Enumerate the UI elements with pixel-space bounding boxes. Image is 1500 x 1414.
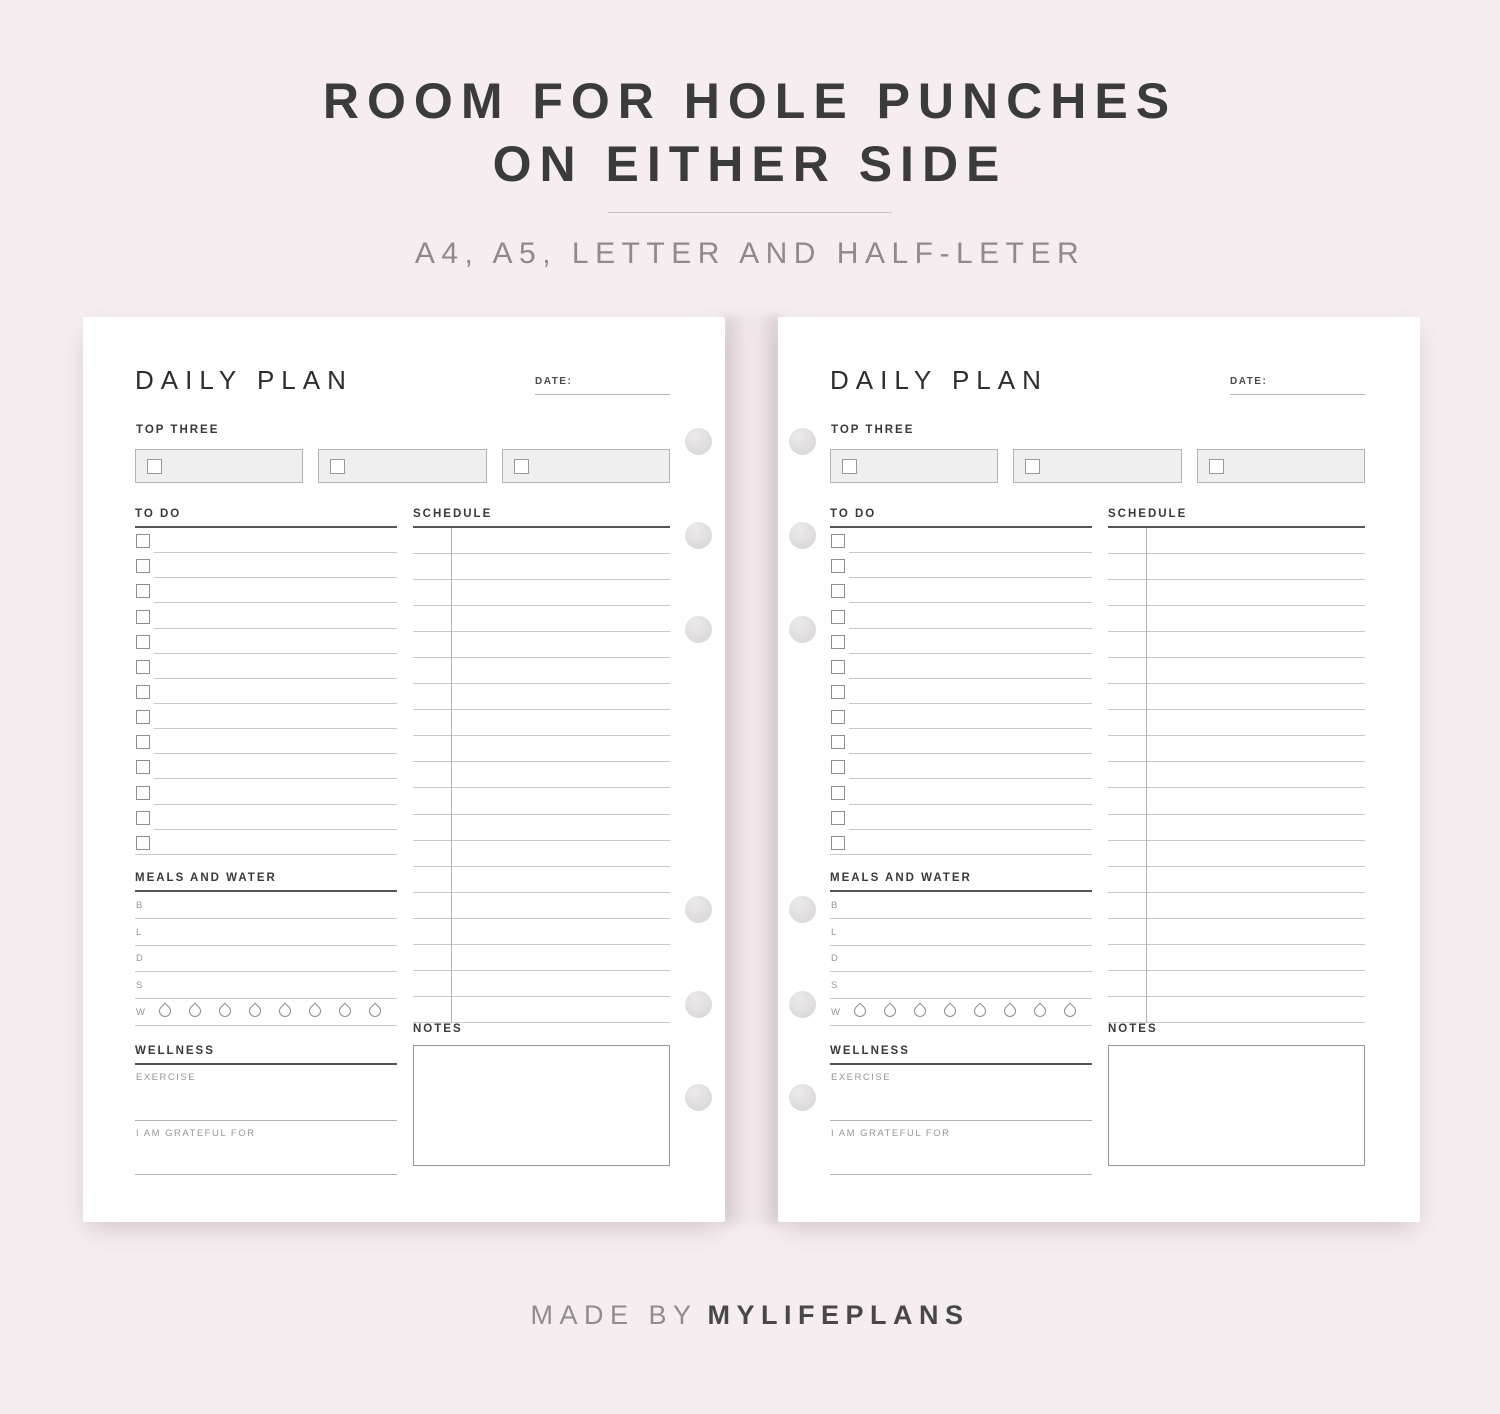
hole-punch [789, 991, 816, 1018]
todo-checkbox [831, 836, 845, 850]
meal-row-l [830, 919, 1092, 946]
wellness-header: WELLNESS [135, 1045, 397, 1065]
todo-section [135, 508, 397, 855]
top-three-label: TOP THREE [831, 424, 915, 436]
meal-row-s [135, 972, 397, 999]
todo-row [135, 779, 397, 804]
hole-punch [789, 428, 816, 455]
meal-label-d: D [136, 953, 145, 965]
notes-section [1108, 1023, 1365, 1166]
meal-row-d [830, 946, 1092, 973]
water-droplets [854, 999, 1076, 1025]
todo-row [830, 729, 1092, 754]
schedule-rows [1108, 528, 1365, 1023]
water-droplet-icon [217, 1003, 234, 1020]
water-droplet-icon [882, 1003, 899, 1020]
todo-row [135, 830, 397, 855]
hole-punch [789, 896, 816, 923]
hole-punch [685, 616, 712, 643]
meals-section [135, 872, 397, 1026]
todo-write-line [830, 854, 1092, 855]
todo-row [830, 654, 1092, 679]
meals-header: MEALS AND WATER [135, 872, 397, 892]
todo-checkbox [136, 584, 150, 598]
footer-made-by: MADE BY [530, 1300, 698, 1330]
water-droplet-icon [247, 1003, 264, 1020]
divider [608, 212, 892, 213]
todo-row [830, 679, 1092, 704]
todo-row [830, 779, 1092, 804]
water-droplet-icon [1032, 1003, 1049, 1020]
planner-title: DAILY PLAN [830, 365, 1048, 395]
todo-row [135, 528, 397, 553]
hole-punch [685, 522, 712, 549]
meal-rows [135, 892, 397, 1026]
exercise-label: EXERCISE [831, 1072, 892, 1083]
todo-row [135, 654, 397, 679]
hole-punch [685, 896, 712, 923]
meal-label-b: B [831, 899, 839, 911]
notes-header: NOTES [413, 1023, 463, 1035]
todo-row [830, 754, 1092, 779]
top-three-label: TOP THREE [136, 424, 220, 436]
todo-checkbox [136, 786, 150, 800]
water-droplet-icon [307, 1003, 324, 1020]
todo-checkbox [831, 660, 845, 674]
meal-row-b [135, 892, 397, 919]
todo-checkbox [831, 710, 845, 724]
todo-checkbox [831, 534, 845, 548]
todo-row [135, 603, 397, 628]
top-three-checkbox [1025, 459, 1040, 474]
top-three-box [502, 449, 670, 483]
water-droplet-icon [277, 1003, 294, 1020]
todo-row [135, 754, 397, 779]
meal-row-s [830, 972, 1092, 999]
todo-row [830, 704, 1092, 729]
top-three-checkbox [514, 459, 529, 474]
todo-checkbox [136, 635, 150, 649]
todo-row [830, 603, 1092, 628]
hole-punch [789, 522, 816, 549]
planner-page-left [83, 317, 725, 1222]
exercise-label: EXERCISE [136, 1072, 197, 1083]
todo-checkbox [136, 735, 150, 749]
todo-checkbox [831, 735, 845, 749]
schedule-section [1108, 508, 1365, 1023]
water-droplet-icon [912, 1003, 929, 1020]
todo-checkbox [136, 610, 150, 624]
water-droplet-icon [852, 1003, 869, 1020]
top-three-checkbox [330, 459, 345, 474]
todo-checkbox [831, 610, 845, 624]
hole-punch [685, 991, 712, 1018]
todo-checkbox [831, 760, 845, 774]
top-three-box [1197, 449, 1365, 483]
planner-page-right [778, 317, 1420, 1222]
todo-checkbox [136, 685, 150, 699]
todo-checkbox [136, 811, 150, 825]
todo-rows [135, 528, 397, 855]
todo-rows [830, 528, 1092, 855]
page-gutter-shadow [722, 315, 782, 1223]
todo-row [830, 629, 1092, 654]
todo-checkbox [136, 559, 150, 573]
meal-label-b: B [136, 899, 144, 911]
todo-header: TO DO [135, 508, 397, 528]
schedule-header: SCHEDULE [1108, 508, 1365, 528]
footer [0, 1300, 1500, 1331]
top-three-checkbox [842, 459, 857, 474]
todo-checkbox [136, 534, 150, 548]
todo-row [135, 629, 397, 654]
todo-row [135, 704, 397, 729]
notes-header: NOTES [1108, 1023, 1158, 1035]
meal-label-l: L [831, 926, 838, 938]
hole-punch [789, 1084, 816, 1111]
planner-title: DAILY PLAN [135, 365, 353, 395]
todo-row [135, 679, 397, 704]
todo-checkbox [136, 836, 150, 850]
subtitle: A4, A5, LETTER AND HALF-LETER [414, 237, 1086, 270]
todo-row [830, 805, 1092, 830]
schedule-section [413, 508, 670, 1023]
schedule-time-divider [1146, 528, 1147, 1023]
todo-row [135, 729, 397, 754]
hole-punch [789, 616, 816, 643]
meal-row-b [830, 892, 1092, 919]
headline-line2: ON EITHER SIDE [492, 136, 1008, 192]
exercise-field [830, 1065, 1092, 1121]
top-three-box [830, 449, 998, 483]
water-droplets [159, 999, 381, 1025]
meal-label-l: L [136, 926, 143, 938]
date-label: DATE: [535, 376, 573, 387]
water-droplet-icon [157, 1003, 174, 1020]
top-three-box [135, 449, 303, 483]
top-three-row [830, 449, 1365, 483]
water-droplet-icon [972, 1003, 989, 1020]
todo-row [830, 553, 1092, 578]
date-label: DATE: [1230, 376, 1268, 387]
todo-write-line [135, 854, 397, 855]
meal-rows [830, 892, 1092, 1026]
notes-box [1108, 1045, 1365, 1166]
todo-checkbox [831, 559, 845, 573]
top-three-checkbox [1209, 459, 1224, 474]
grateful-label: I AM GRATEFUL FOR [831, 1128, 951, 1139]
todo-row [135, 553, 397, 578]
wellness-section [830, 1045, 1092, 1175]
date-field [1230, 371, 1365, 395]
grateful-field [830, 1121, 1092, 1175]
water-row [135, 999, 397, 1026]
todo-checkbox [831, 811, 845, 825]
water-row [830, 999, 1092, 1026]
water-droplet-icon [942, 1003, 959, 1020]
todo-checkbox [831, 786, 845, 800]
todo-row [830, 578, 1092, 603]
schedule-time-divider [451, 528, 452, 1023]
todo-checkbox [136, 760, 150, 774]
meal-row-l [135, 919, 397, 946]
wellness-header: WELLNESS [830, 1045, 1092, 1065]
water-droplet-icon [1002, 1003, 1019, 1020]
todo-checkbox [831, 685, 845, 699]
top-three-checkbox [147, 459, 162, 474]
water-droplet-icon [367, 1003, 384, 1020]
top-three-row [135, 449, 670, 483]
hero-section [0, 0, 1500, 271]
todo-row [830, 830, 1092, 855]
todo-checkbox [831, 635, 845, 649]
meal-label-s: S [831, 980, 839, 992]
water-droplet-icon [187, 1003, 204, 1020]
todo-checkbox [831, 584, 845, 598]
water-label: W [831, 1006, 842, 1018]
grateful-field [135, 1121, 397, 1175]
headline-line1: ROOM FOR HOLE PUNCHES [322, 73, 1178, 129]
meal-label-s: S [136, 980, 144, 992]
todo-row [830, 528, 1092, 553]
meals-header: MEALS AND WATER [830, 872, 1092, 892]
meal-row-d [135, 946, 397, 973]
notes-box [413, 1045, 670, 1166]
grateful-label: I AM GRATEFUL FOR [136, 1128, 256, 1139]
schedule-header: SCHEDULE [413, 508, 670, 528]
footer-brand: MYLIFEPLANS [707, 1300, 970, 1330]
page-headline [0, 70, 1500, 196]
todo-section [830, 508, 1092, 855]
todo-header: TO DO [830, 508, 1092, 528]
water-droplet-icon [337, 1003, 354, 1020]
todo-checkbox [136, 660, 150, 674]
schedule-rows [413, 528, 670, 1023]
notes-section [413, 1023, 670, 1166]
todo-row [135, 805, 397, 830]
hole-punch [685, 1084, 712, 1111]
water-droplet-icon [1062, 1003, 1079, 1020]
water-label: W [136, 1006, 147, 1018]
wellness-section [135, 1045, 397, 1175]
todo-row [135, 578, 397, 603]
meal-label-d: D [831, 953, 840, 965]
exercise-field [135, 1065, 397, 1121]
top-three-box [1013, 449, 1181, 483]
top-three-box [318, 449, 486, 483]
todo-checkbox [136, 710, 150, 724]
meals-section [830, 872, 1092, 1026]
hole-punch [685, 428, 712, 455]
date-field [535, 371, 670, 395]
